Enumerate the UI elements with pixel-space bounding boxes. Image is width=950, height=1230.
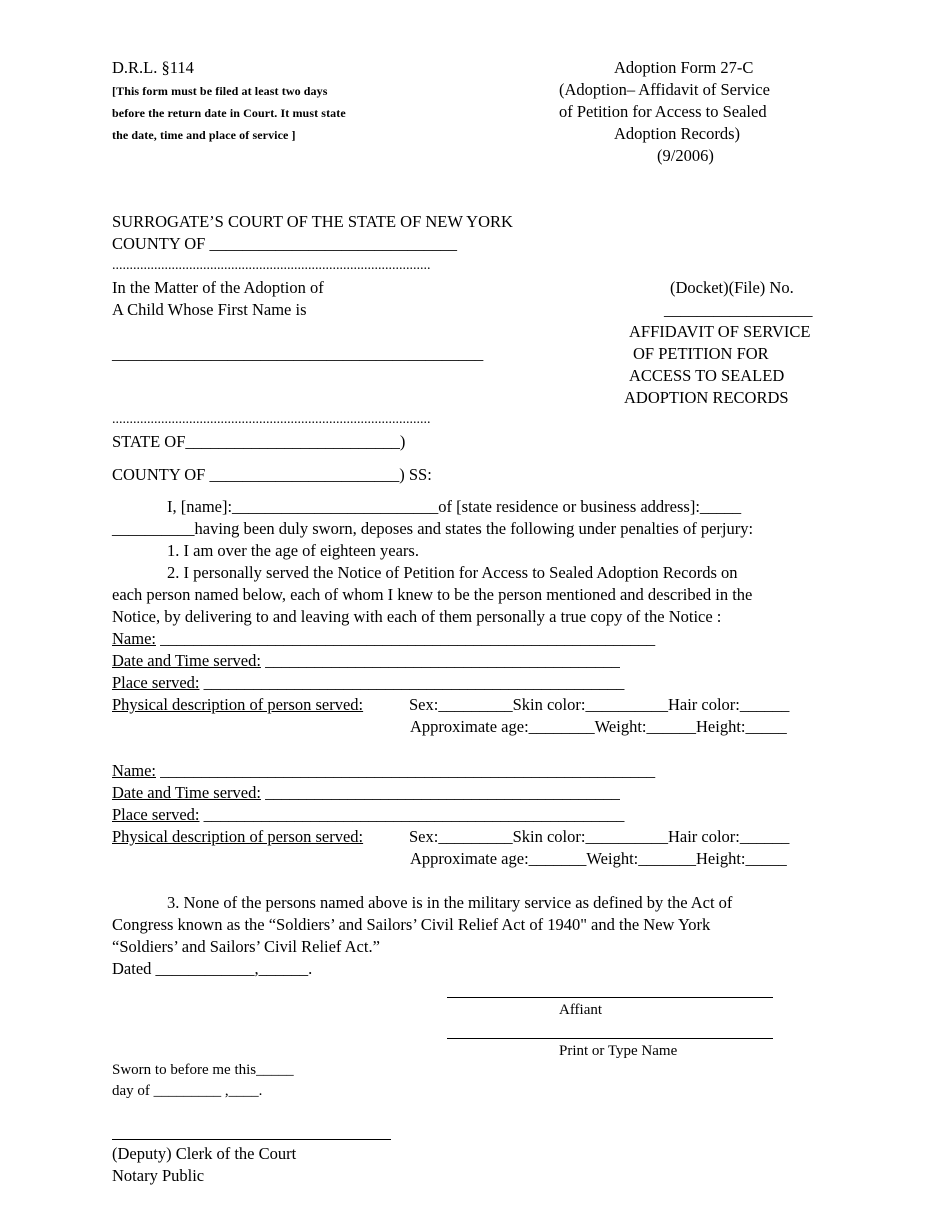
form-description-line-1: (Adoption– Affidavit of Service — [559, 80, 770, 99]
statute-reference: D.R.L. §114 — [112, 58, 194, 77]
sworn-line-1[interactable]: Sworn to before me this_____ — [112, 1062, 294, 1078]
form-date: (9/2006) — [657, 146, 714, 165]
datetime-label: Date and Time served: — [112, 651, 261, 670]
service-block-1-place[interactable] — [112, 673, 624, 693]
document-title-line-2: OF PETITION FOR — [633, 344, 769, 363]
service-block-2-physical-line-1[interactable]: Sex:_________Skin color:__________Hair color:______ — [409, 827, 790, 846]
document-title-line-1: AFFIDAVIT OF SERVICE — [629, 322, 811, 341]
item-2-line-2: each person named below, each of whom I knew to be the person mentioned and described in the — [112, 585, 753, 604]
caption-divider-top: ........................................................................................... — [112, 258, 431, 273]
place-blank[interactable]: ___________________________________________________ — [199, 673, 625, 692]
name-label: Name: — [112, 761, 156, 780]
form-id: Adoption Form 27-C — [614, 58, 754, 77]
form-description-line-3: Adoption Records) — [614, 124, 741, 143]
item-2-line-1: 2. I personally served the Notice of Petition for Access to Sealed Adoption Records on — [167, 563, 738, 582]
name-label: Name: — [112, 629, 156, 648]
dated-line[interactable]: Dated ____________,______. — [112, 959, 313, 978]
affiant-signature-line[interactable] — [447, 997, 773, 998]
place-label: Place served: — [112, 805, 200, 824]
print-name-label: Print or Type Name — [559, 1043, 678, 1059]
caption-divider-bottom: ........................................................................................... — [112, 412, 431, 427]
item-3-line-1: 3. None of the persons named above is in the military service as defined by the Act of — [167, 893, 733, 912]
service-block-2-place[interactable] — [112, 805, 624, 825]
datetime-label: Date and Time served: — [112, 783, 261, 802]
document-title-line-4: ADOPTION RECORDS — [624, 388, 789, 407]
service-block-1-datetime[interactable] — [112, 651, 620, 671]
venue-state[interactable]: STATE OF__________________________) — [112, 432, 406, 451]
docket-label: (Docket)(File) No. — [670, 278, 794, 297]
place-label: Place served: — [112, 673, 200, 692]
service-block-1-physical-line-1[interactable]: Sex:_________Skin color:__________Hair color:______ — [409, 695, 790, 714]
document-title-line-3: ACCESS TO SEALED — [629, 366, 785, 385]
place-blank[interactable]: ___________________________________________________ — [199, 805, 625, 824]
child-name-blank[interactable]: _____________________________________________ — [112, 344, 484, 363]
service-block-2-physical-line-2[interactable]: Approximate age:_______Weight:_______Height:_____ — [410, 849, 787, 868]
service-block-2-name[interactable] — [112, 761, 655, 781]
name-blank[interactable]: ____________________________________________________________ — [155, 761, 656, 780]
item-2-line-3: Notice, by delivering to and leaving with each of them personally a true copy of the Notice : — [112, 607, 722, 626]
service-block-1-physical-line-2[interactable]: Approximate age:________Weight:______Height:_____ — [410, 717, 787, 736]
item-3-line-3: “Soldiers’ and Sailors’ Civil Relief Act.” — [112, 937, 380, 956]
matter-line-1: In the Matter of the Adoption of — [112, 278, 324, 297]
filing-note-line-1: [This form must be filed at least two days — [112, 84, 328, 98]
intro-line-1[interactable]: I, [name]:_________________________of [state residence or business address]:_____ — [167, 497, 742, 516]
print-name-line[interactable] — [447, 1038, 773, 1039]
intro-line-2: __________having been duly sworn, deposes and states the following under penalties of perjury: — [112, 519, 754, 538]
service-block-2-physical-label: Physical description of person served: — [112, 827, 364, 846]
item-1: 1. I am over the age of eighteen years. — [167, 541, 419, 560]
datetime-blank[interactable]: ___________________________________________ — [260, 651, 620, 670]
venue-county[interactable]: COUNTY OF _______________________) SS: — [112, 465, 432, 484]
name-blank[interactable]: ____________________________________________________________ — [155, 629, 656, 648]
filing-note-line-2: before the return date in Court. It must state — [112, 106, 346, 120]
service-block-1-physical-label: Physical description of person served: — [112, 695, 364, 714]
affiant-label: Affiant — [559, 1002, 603, 1018]
sworn-line-2[interactable]: day of _________ ,____. — [112, 1083, 263, 1099]
filing-note-line-3: the date, time and place of service ] — [112, 128, 296, 142]
court-name: SURROGATE’S COURT OF THE STATE OF NEW YORK — [112, 212, 513, 231]
county-line[interactable]: COUNTY OF ______________________________ — [112, 234, 457, 253]
clerk-signature-line[interactable] — [112, 1139, 391, 1140]
notary-label: Notary Public — [112, 1166, 205, 1185]
service-block-1-name[interactable] — [112, 629, 655, 649]
service-block-2-datetime[interactable] — [112, 783, 620, 803]
datetime-blank[interactable]: ___________________________________________ — [260, 783, 620, 802]
docket-blank[interactable]: __________________ — [664, 300, 813, 319]
form-description-line-2: of Petition for Access to Sealed — [559, 102, 767, 121]
clerk-label: (Deputy) Clerk of the Court — [112, 1144, 297, 1163]
matter-line-2: A Child Whose First Name is — [112, 300, 307, 319]
item-3-line-2: Congress known as the “Soldiers’ and Sailors’ Civil Relief Act of 1940" and the New York — [112, 915, 711, 934]
